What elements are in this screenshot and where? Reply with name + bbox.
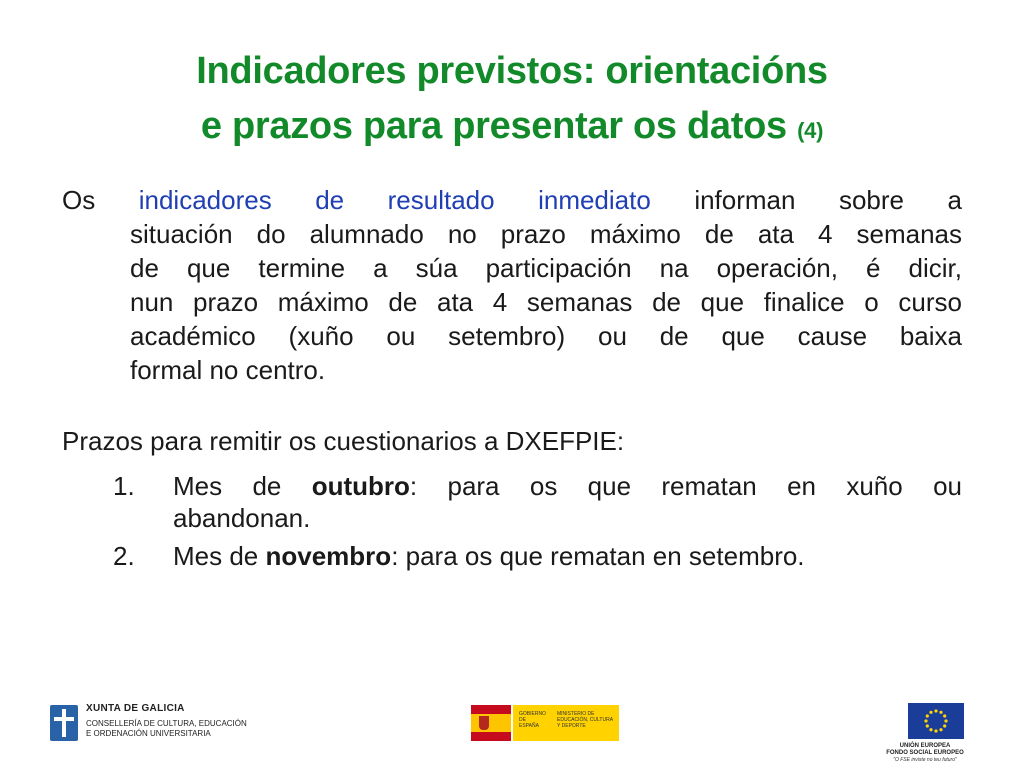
eu-logo (870, 703, 980, 763)
xunta-dept-line-1: CONSELLERÍA DE CULTURA, EDUCACIÓN (86, 719, 247, 728)
list-prefix: Mes de (173, 471, 282, 501)
paragraph-rest: informan sobre a (694, 185, 962, 215)
slide-title (0, 44, 1024, 158)
spain-flag-icon (471, 705, 511, 741)
list-body (173, 540, 962, 572)
eu-stars-icon (908, 703, 964, 739)
paragraph-indicators (62, 183, 962, 387)
paragraph-line: académico (xuño ou setembro) ou de que cause baixa (130, 321, 962, 351)
highlight-term: indicadores de resultado inmediato (138, 185, 651, 215)
xunta-name: XUNTA DE GALICIA (86, 703, 185, 714)
title-suffix: (4) (797, 118, 824, 143)
paragraph-line-1 (62, 183, 962, 217)
paragraph-lead: Os (62, 185, 96, 215)
list-item (113, 470, 962, 534)
eu-label-2: FONDO SOCIAL EUROPEO (886, 750, 964, 756)
gobierno-logo (471, 705, 619, 741)
xunta-dept-line-2: E ORDENACIÓN UNIVERSITARIA (86, 729, 211, 738)
list-suffix: : para os que rematan en setembro. (391, 541, 805, 571)
eu-slogan: "O FSE inviste no teu futuro" (893, 757, 957, 763)
paragraph-line: formal no centro. (130, 355, 326, 385)
list-number: 1. (113, 471, 135, 501)
ministerio-text: MINISTERIO DE EDUCACIÓN, CULTURA Y DEPORTE (557, 711, 613, 729)
list-line (173, 540, 962, 572)
list-number: 2. (113, 541, 135, 571)
paragraph-line: nun prazo máximo de ata 4 semanas de que finalice o curso (130, 287, 962, 317)
deadlines-heading: Prazos para remitir os cuestionarios a DXEFPIE: (62, 426, 625, 456)
paragraph-line: situación do alumnado no prazo máximo de ata 4 semanas (130, 219, 962, 249)
list-line-continuation: abandonan. (173, 503, 311, 533)
title-line-2 (0, 99, 1024, 158)
list-item (113, 540, 962, 572)
gobierno-text: GOBIERNO DE ESPAÑA (519, 711, 546, 729)
eu-flag-icon (908, 703, 964, 739)
xunta-department (86, 719, 247, 739)
title-line-1: Indicadores previstos: orientacións (196, 50, 828, 92)
paragraph-line: de que termine a súa participación na operación, é dicir, (130, 253, 962, 283)
eu-label-1: UNIÓN EUROPEA (899, 743, 951, 749)
title-line-2-text: e prazos para presentar os datos (200, 105, 787, 147)
list-suffix: : para os que rematan en xuño ou (409, 471, 962, 501)
list-body (173, 470, 962, 534)
xunta-shield-icon (50, 705, 78, 741)
list-prefix: Mes de (173, 541, 259, 571)
xunta-logo (50, 703, 250, 743)
month-bold: outubro (311, 471, 410, 501)
month-bold: novembro (265, 541, 392, 571)
list-line (173, 470, 962, 502)
